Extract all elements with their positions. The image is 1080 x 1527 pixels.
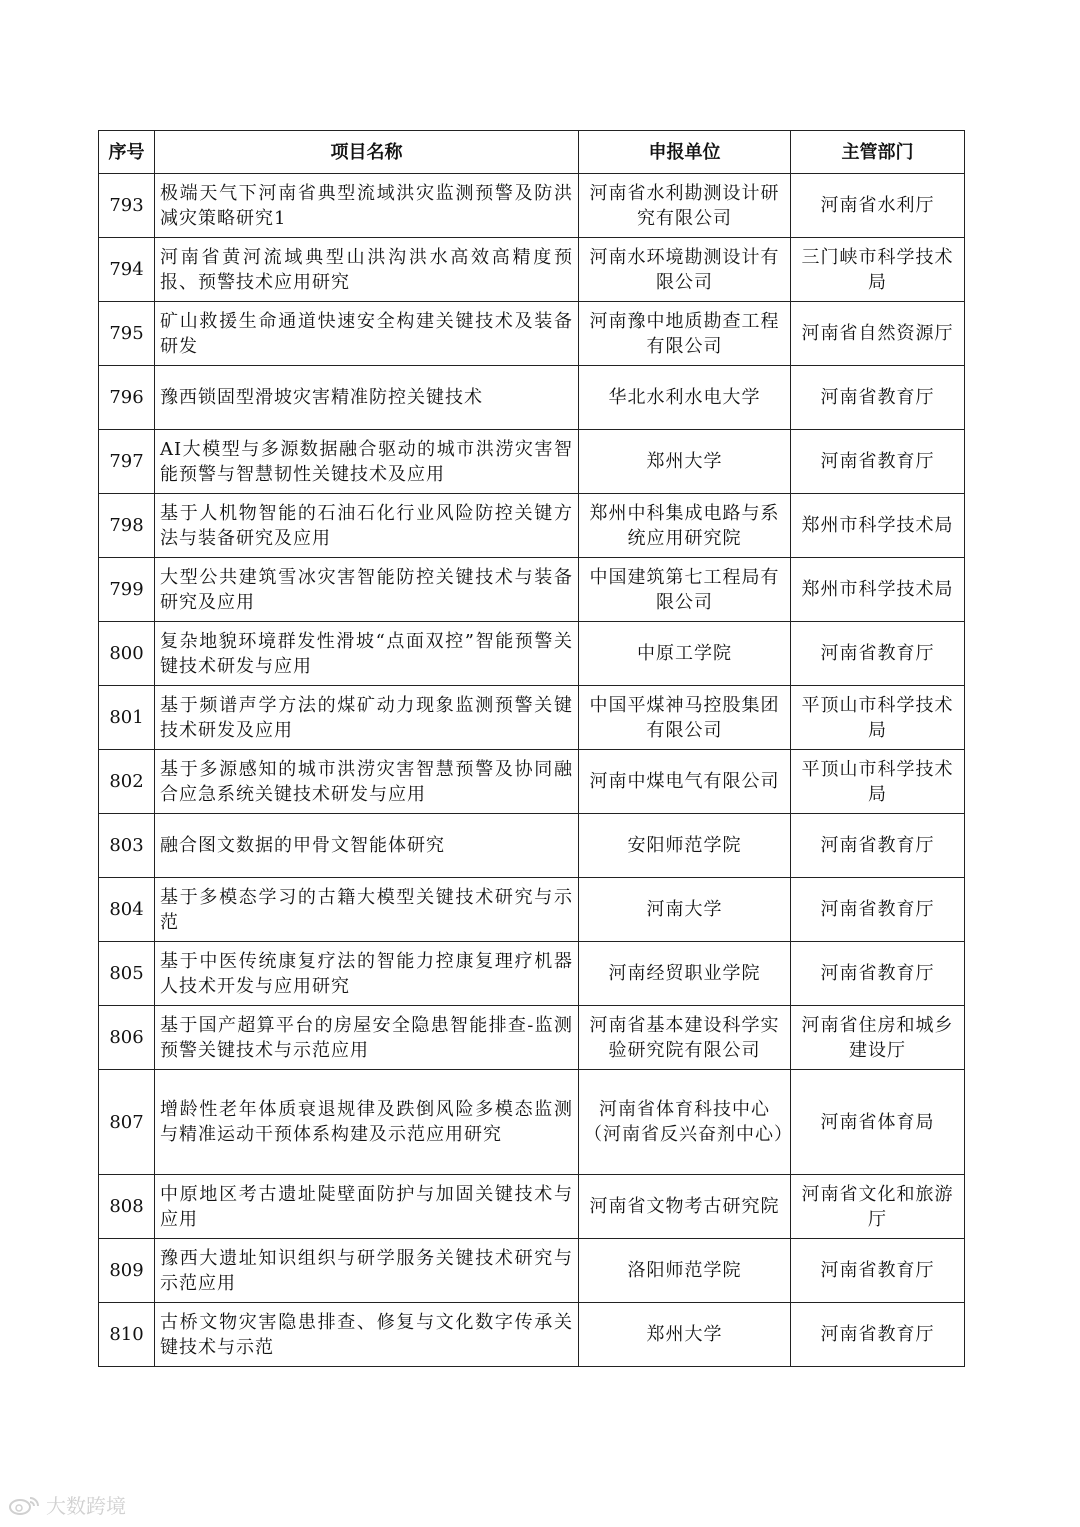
cell-unit: 中国平煤神马控股集团有限公司: [579, 686, 791, 750]
cell-dept: 河南省教育厅: [791, 1303, 965, 1367]
cell-no: 807: [99, 1070, 155, 1175]
cell-dept: 河南省教育厅: [791, 1239, 965, 1303]
header-dept: 主管部门: [791, 131, 965, 174]
cell-dept: 河南省教育厅: [791, 942, 965, 1006]
cell-no: 795: [99, 302, 155, 366]
cell-no: 794: [99, 238, 155, 302]
cell-unit: 华北水利水电大学: [579, 366, 791, 430]
cell-dept: 河南省自然资源厅: [791, 302, 965, 366]
cell-unit: 河南大学: [579, 878, 791, 942]
cell-name: 河南省黄河流域典型山洪沟洪水高效高精度预报、预警技术应用研究: [155, 238, 579, 302]
table-row: [99, 814, 965, 878]
cell-unit: 郑州大学: [579, 1303, 791, 1367]
cell-unit: 郑州大学: [579, 430, 791, 494]
cell-name: 古桥文物灾害隐患排查、修复与文化数字传承关键技术与示范: [155, 1303, 579, 1367]
cell-dept: 河南省教育厅: [791, 622, 965, 686]
cell-name: 矿山救援生命通道快速安全构建关键技术及装备研发: [155, 302, 579, 366]
header-name: 项目名称: [155, 131, 579, 174]
cell-name: 基于国产超算平台的房屋安全隐患智能排查-监测预警关键技术与示范应用: [155, 1006, 579, 1070]
header-no: 序号: [99, 131, 155, 174]
cell-unit: 河南经贸职业学院: [579, 942, 791, 1006]
cell-dept: 三门峡市科学技术局: [791, 238, 965, 302]
table-row: [99, 622, 965, 686]
cell-unit: 中国建筑第七工程局有限公司: [579, 558, 791, 622]
table-row: [99, 302, 965, 366]
table-row: [99, 238, 965, 302]
table-body: [99, 174, 965, 1367]
cell-name: 基于多模态学习的古籍大模型关键技术研究与示范: [155, 878, 579, 942]
table-row: [99, 1006, 965, 1070]
cell-no: 810: [99, 1303, 155, 1367]
cell-unit: 河南省体育科技中心（河南省反兴奋剂中心）: [579, 1070, 791, 1175]
watermark: [8, 1490, 126, 1519]
cell-no: 803: [99, 814, 155, 878]
cell-unit: 河南省基本建设科学实验研究院有限公司: [579, 1006, 791, 1070]
table-row: [99, 1070, 965, 1175]
cell-unit: 安阳师范学院: [579, 814, 791, 878]
cell-dept: 河南省教育厅: [791, 366, 965, 430]
cell-no: 802: [99, 750, 155, 814]
cell-unit: 洛阳师范学院: [579, 1239, 791, 1303]
cell-unit: 河南中煤电气有限公司: [579, 750, 791, 814]
cell-no: 797: [99, 430, 155, 494]
cell-no: 793: [99, 174, 155, 238]
header-unit: 申报单位: [579, 131, 791, 174]
cell-dept: 河南省文化和旅游厅: [791, 1175, 965, 1239]
cell-no: 801: [99, 686, 155, 750]
cell-name: 增龄性老年体质衰退规律及跌倒风险多模态监测与精准运动干预体系构建及示范应用研究: [155, 1070, 579, 1175]
cell-no: 808: [99, 1175, 155, 1239]
cell-unit: 河南省文物考古研究院: [579, 1175, 791, 1239]
cell-dept: 郑州市科学技术局: [791, 558, 965, 622]
cell-dept: 河南省教育厅: [791, 878, 965, 942]
cell-dept: 河南省住房和城乡建设厅: [791, 1006, 965, 1070]
cell-name: 融合图文数据的甲骨文智能体研究: [155, 814, 579, 878]
table-row: [99, 942, 965, 1006]
cell-name: 大型公共建筑雪冰灾害智能防控关键技术与装备研究及应用: [155, 558, 579, 622]
header-row: [99, 131, 965, 174]
cell-no: 800: [99, 622, 155, 686]
cell-dept: 郑州市科学技术局: [791, 494, 965, 558]
cell-dept: 河南省教育厅: [791, 430, 965, 494]
cell-name: 基于人机物智能的石油石化行业风险防控关键方法与装备研究及应用: [155, 494, 579, 558]
project-table: [98, 130, 965, 1367]
cell-dept: 河南省教育厅: [791, 814, 965, 878]
cell-name: 豫西锁固型滑坡灾害精准防控关键技术: [155, 366, 579, 430]
table-row: [99, 494, 965, 558]
table-row: [99, 1303, 965, 1367]
cell-unit: 河南水环境勘测设计有限公司: [579, 238, 791, 302]
watermark-text: 大数跨境: [46, 1494, 126, 1518]
cell-unit: 河南豫中地质勘查工程有限公司: [579, 302, 791, 366]
cell-dept: 河南省水利厅: [791, 174, 965, 238]
cell-unit: 河南省水利勘测设计研究有限公司: [579, 174, 791, 238]
table-row: [99, 430, 965, 494]
table-row: [99, 366, 965, 430]
cell-name: 基于多源感知的城市洪涝灾害智慧预警及协同融合应急系统关键技术研发与应用: [155, 750, 579, 814]
cell-no: 805: [99, 942, 155, 1006]
table-row: [99, 878, 965, 942]
weibo-logo-icon: [8, 1494, 42, 1516]
cell-dept: 河南省体育局: [791, 1070, 965, 1175]
cell-name: AI大模型与多源数据融合驱动的城市洪涝灾害智能预警与智慧韧性关键技术及应用: [155, 430, 579, 494]
table-row: [99, 750, 965, 814]
cell-name: 基于中医传统康复疗法的智能力控康复理疗机器人技术开发与应用研究: [155, 942, 579, 1006]
cell-no: 809: [99, 1239, 155, 1303]
cell-no: 798: [99, 494, 155, 558]
cell-dept: 平顶山市科学技术局: [791, 750, 965, 814]
table-row: [99, 1175, 965, 1239]
cell-name: 复杂地貌环境群发性滑坡“点面双控”智能预警关键技术研发与应用: [155, 622, 579, 686]
cell-no: 804: [99, 878, 155, 942]
cell-unit: 中原工学院: [579, 622, 791, 686]
cell-name: 基于频谱声学方法的煤矿动力现象监测预警关键技术研发及应用: [155, 686, 579, 750]
cell-no: 806: [99, 1006, 155, 1070]
table-row: [99, 174, 965, 238]
cell-unit: 郑州中科集成电路与系统应用研究院: [579, 494, 791, 558]
cell-no: 796: [99, 366, 155, 430]
cell-name: 豫西大遗址知识组织与研学服务关键技术研究与示范应用: [155, 1239, 579, 1303]
cell-dept: 平顶山市科学技术局: [791, 686, 965, 750]
table-row: [99, 1239, 965, 1303]
cell-name: 极端天气下河南省典型流域洪灾监测预警及防洪减灾策略研究1: [155, 174, 579, 238]
cell-no: 799: [99, 558, 155, 622]
table-row: [99, 558, 965, 622]
table-row: [99, 686, 965, 750]
cell-name: 中原地区考古遗址陡壁面防护与加固关键技术与应用: [155, 1175, 579, 1239]
